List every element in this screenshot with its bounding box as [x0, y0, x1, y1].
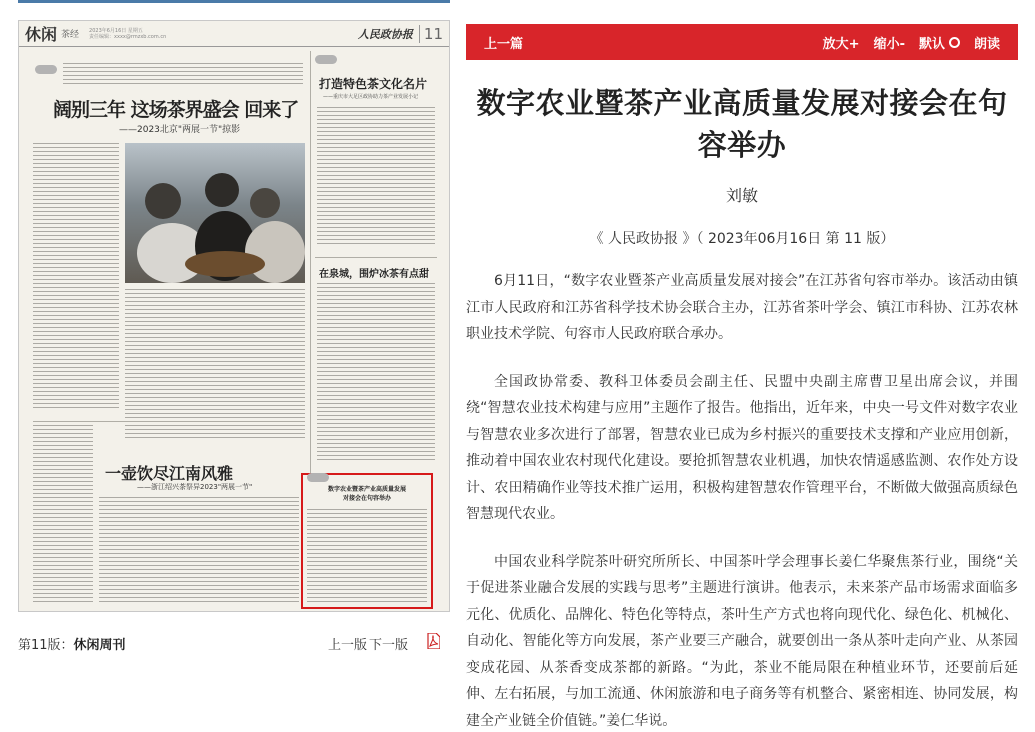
read-aloud-button[interactable]: 朗读 — [973, 36, 1000, 52]
page-caption — [18, 634, 126, 653]
default-size-button[interactable]: 默认 — [919, 33, 960, 52]
article-source: 《 人民政协报 》（ 2023年06月16日 第 11 版） — [589, 231, 895, 247]
paper-subheadline: ——2023北京"两展一节"掠影 — [119, 125, 241, 135]
paper-meta: 2023年6月16日 星期五 责任编辑：xxxx@rmzxb.com.cn — [89, 27, 167, 40]
highlight-article-title: 数字农业暨茶产业高质量发展 对接会在句容举办 — [327, 486, 406, 502]
article-body — [466, 268, 1018, 732]
paper-headline: 阔别三年 这场茶界盛会 回来了 — [53, 99, 299, 121]
paper-photo — [125, 143, 305, 283]
version-nav — [328, 634, 408, 653]
selected-article-highlight[interactable] — [301, 473, 433, 609]
right-subheadline: ——重庆市大足区政协助力茶产业发展小记 — [323, 94, 419, 100]
paper-masthead — [19, 21, 449, 47]
article-paragraph: 全国政协常委、教科卫体委员会副主任、民盟中央副主席曹卫星出席会议，并围绕“智慧农业技术构建与应用”主题作了报告。他指出，近年来，中央一号文件对数字农业与智慧农业多次进行了部署，智慧农业已成为乡村振兴的重要技术支撑和产业应用创新，推动着中国农业农村现代化建设。要抢抓智慧农业机遇，加快农情遥感监测、农作处方设计、农田精确作业等技术推广运用，积极构建智慧农作管理平台，不断做大做强高质绿色智慧现代农业。 — [466, 373, 1018, 522]
paper-section: 茶经 — [61, 30, 80, 40]
page-caption-label: 第11版： — [18, 638, 74, 653]
center-text-block — [125, 289, 305, 439]
default-radio-icon — [949, 37, 960, 48]
zoom-in-button[interactable]: 放大+ — [822, 36, 860, 52]
article-paragraph: 中国农业科学院茶叶研究所所长、中国茶叶学会理事长姜仁华聚焦茶行业，围绕“关于促进茶业融合发展的实践与思考”主题进行演讲。他表示，未来茶产品市场需求面临多元化、优质化、品牌化、特色化等特点，茶叶生产方式也将向现代化、绿色化、机械化、自动化、智能化等方向发展，茶产业要三产融合，就要创出一条从茶叶走向产业、从茶园变成花园、从茶香变成茶都的新路。“为此，茶业不能局限在种植业环节，还要前后延伸、左右拓展，与加工流通、休闲旅游和电子商务等有机整合、紧密相连、协同发展，构建全产业链全价值链。”姜仁华说。 — [466, 553, 1018, 729]
prev-article-link[interactable]: 上一篇 — [484, 36, 524, 52]
paper-mid-headline: 一壶饮尽江南风雅 — [105, 464, 234, 483]
paper-page-number: 11 — [419, 25, 443, 43]
article-paragraph: 6月11日，“数字农业暨茶产业高质量发展对接会”在江苏省句容市举办。该活动由镇江市人民政府和江苏省科学技术协会联合主办，江苏省茶叶学会、镇江市科协、江苏农林职业技术学院、句容市人民政府联合承办。 — [466, 273, 1018, 342]
intro-text-block — [63, 63, 303, 85]
right-headline-2: 在泉城，围炉冰茶有点甜 — [319, 269, 429, 280]
next-version-link[interactable]: 下一版 — [369, 638, 409, 653]
article-author: 刘敏 — [725, 186, 758, 205]
right-text-block-2 — [317, 283, 435, 463]
section-tag — [35, 65, 57, 74]
pdf-icon[interactable] — [426, 633, 440, 649]
top-accent-line — [18, 0, 450, 3]
article-toolbar — [466, 24, 1018, 60]
left-column-text — [33, 143, 119, 411]
page-caption-name: 休闲周刊 — [73, 638, 126, 653]
article-title: 数字农业暨茶产业高质量发展对接会在句容举办 — [476, 86, 1008, 162]
zoom-out-button[interactable]: 缩小- — [873, 36, 905, 52]
newspaper-page-image[interactable] — [18, 20, 450, 612]
prev-version-link[interactable]: 上一版 — [328, 638, 368, 653]
paper-mid-subheadline: ——浙江绍兴茶祭异2023"两展一节" — [137, 483, 253, 491]
paper-logo: 休闲 — [25, 25, 58, 44]
right-headline: 打造特色茶文化名片 — [319, 77, 428, 91]
right-text-block — [317, 107, 435, 247]
paper-name: 人民政协报 — [357, 27, 413, 41]
